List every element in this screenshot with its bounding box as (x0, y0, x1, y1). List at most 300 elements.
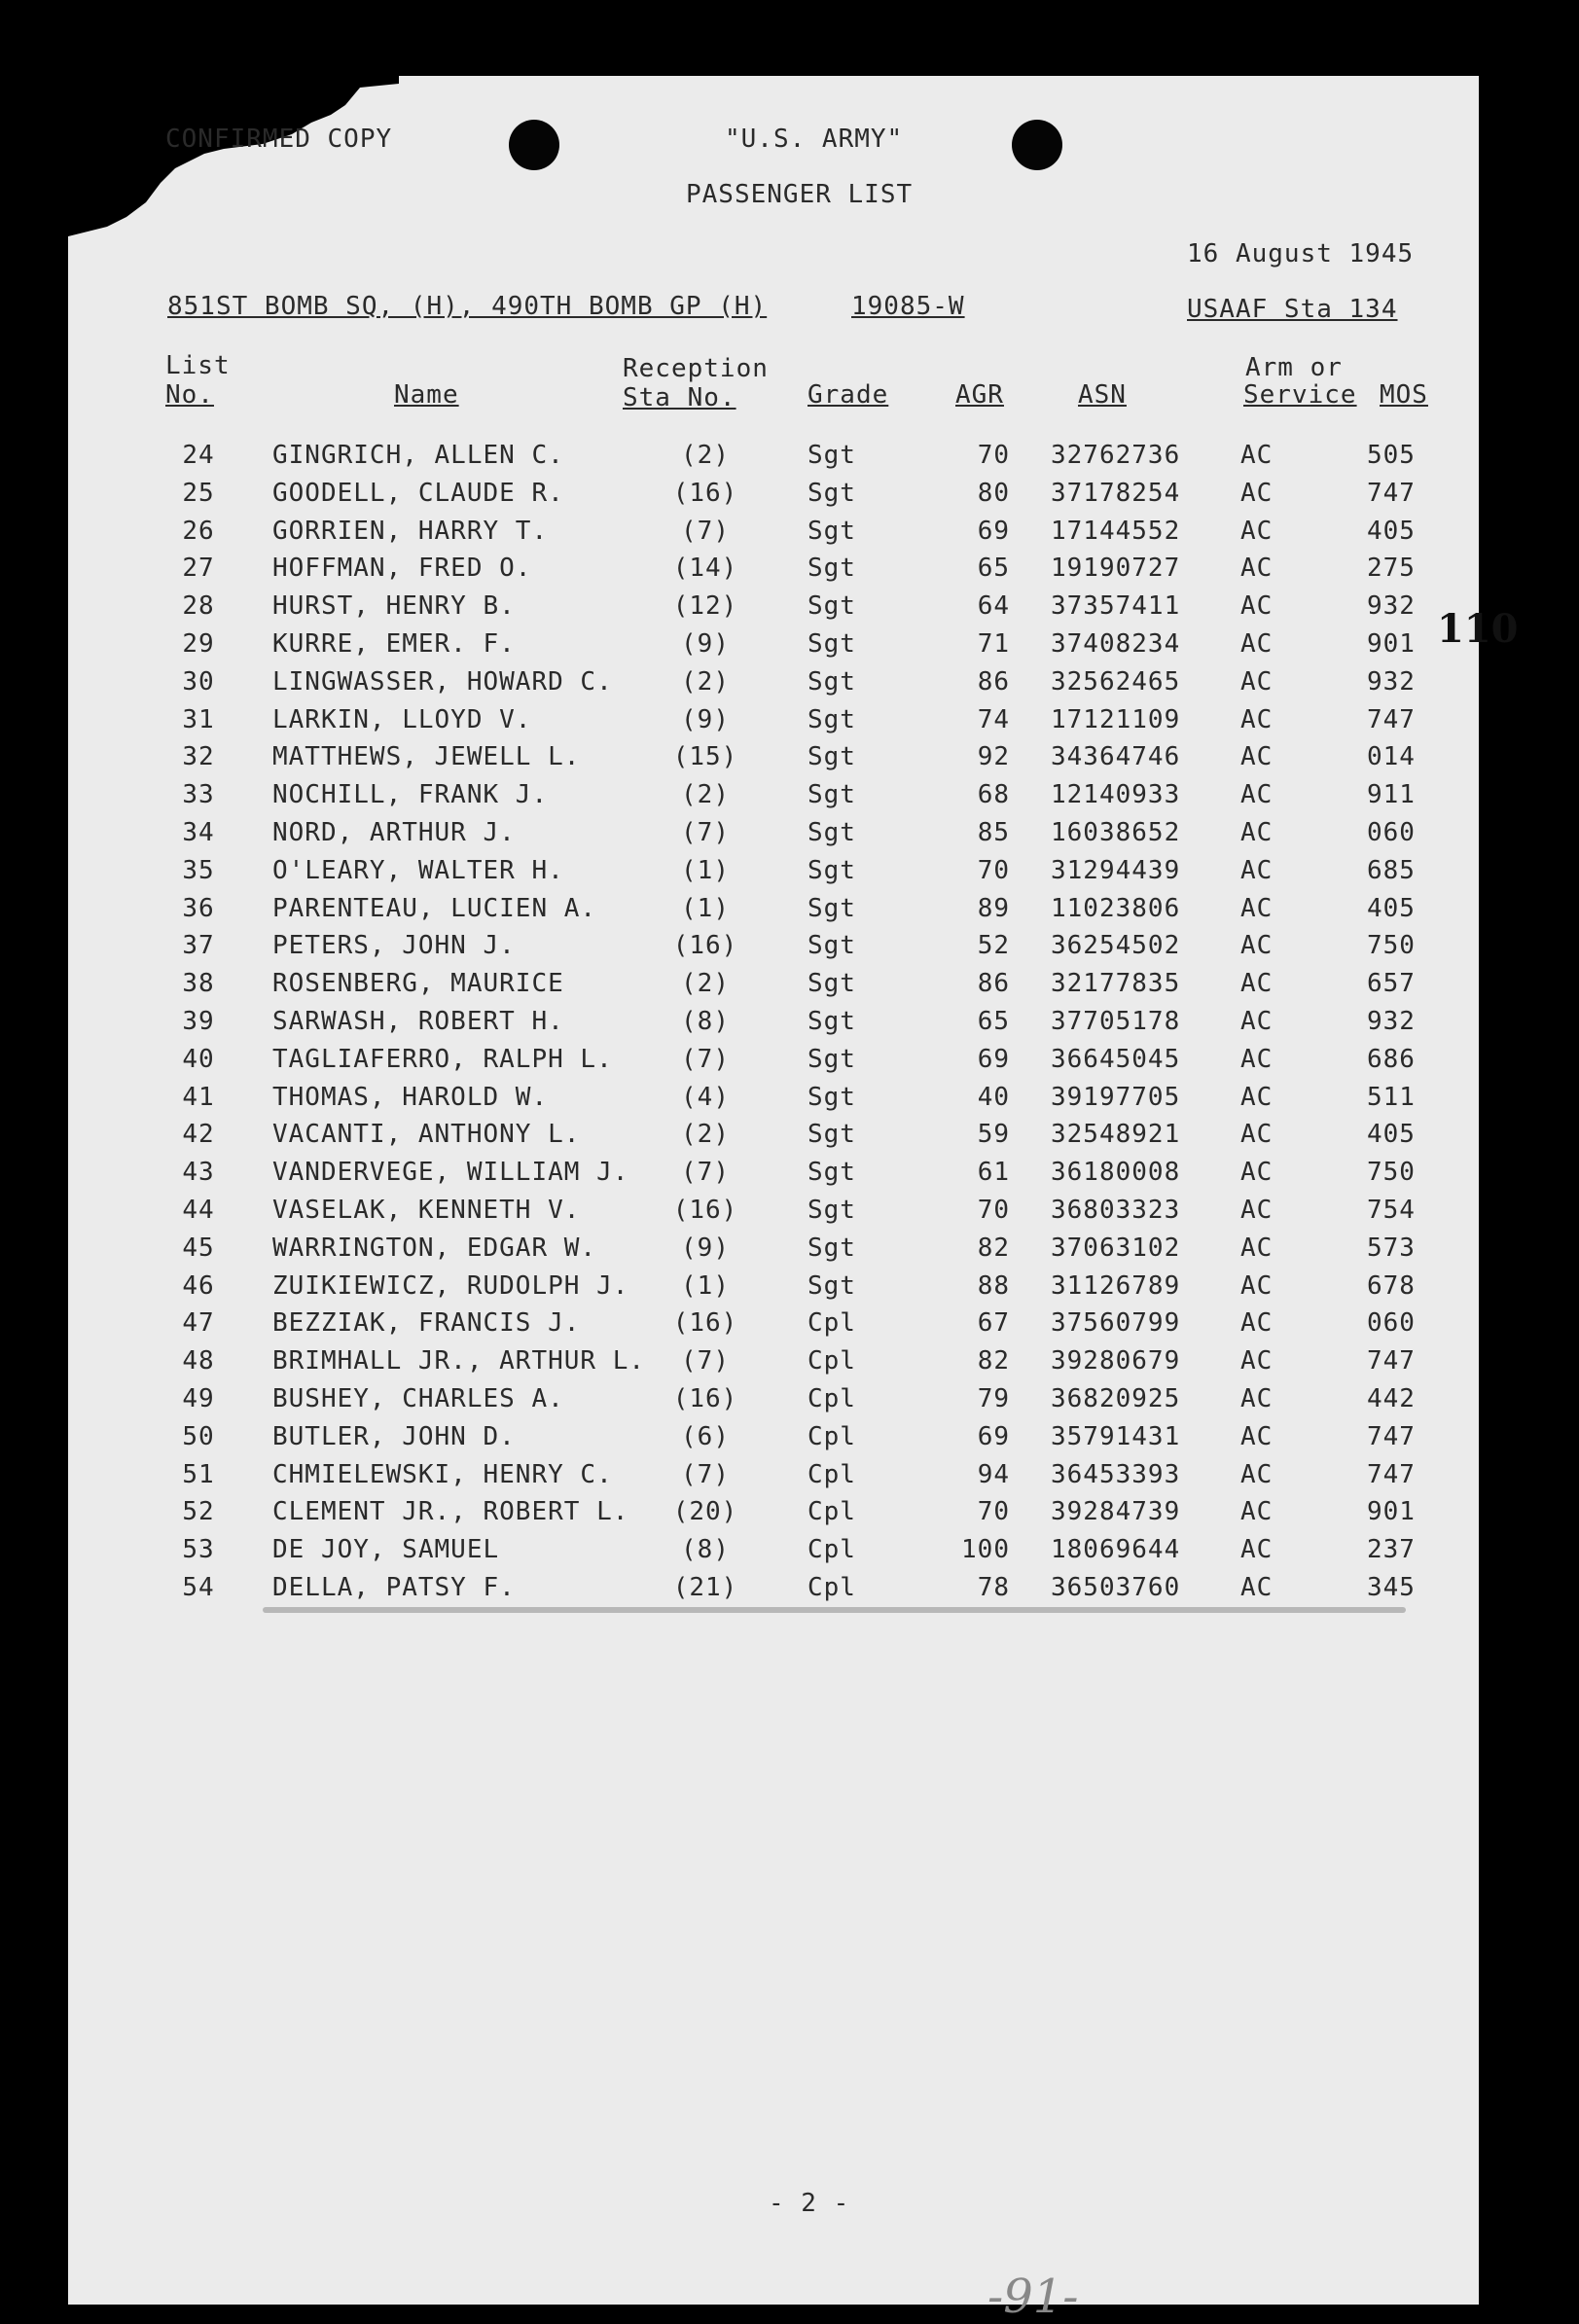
punch-hole (509, 120, 559, 170)
arm-or-service: AC (1240, 855, 1274, 885)
table-row (68, 554, 1479, 592)
order-number: 19085-W (851, 292, 965, 321)
table-row (68, 780, 1479, 819)
grade: Sgt (807, 478, 856, 508)
army-serial-number: 39280679 (1051, 1346, 1181, 1377)
arm-or-service: AC (1240, 629, 1274, 659)
list-no: 47 (182, 1308, 215, 1339)
arm-or-service: AC (1240, 704, 1274, 734)
passenger-name: O'LEARY, WALTER H. (272, 855, 564, 885)
reception-station: (14) (672, 554, 738, 584)
reception-station: (1) (681, 1270, 730, 1301)
agr-score: 85 (977, 818, 1010, 847)
reception-station: (7) (681, 516, 730, 546)
list-no: 51 (182, 1459, 215, 1489)
table-row (68, 1497, 1479, 1536)
grade: Cpl (807, 1459, 856, 1489)
table-row (68, 1460, 1479, 1499)
mos-code: 747 (1367, 1346, 1416, 1377)
arm-or-service: AC (1240, 1270, 1274, 1301)
reception-station: (8) (681, 1535, 730, 1565)
list-no: 50 (182, 1421, 215, 1451)
arm-or-service: AC (1240, 818, 1274, 847)
army-serial-number: 37178254 (1051, 478, 1181, 508)
grade: Sgt (807, 629, 856, 659)
mos-code: 932 (1367, 1007, 1416, 1036)
arm-or-service: AC (1240, 893, 1274, 923)
mos-code: 901 (1367, 629, 1416, 659)
army-serial-number: 17121109 (1051, 704, 1181, 734)
passenger-name: LARKIN, LLOYD V. (272, 704, 532, 734)
agr-score: 89 (977, 893, 1010, 923)
list-no: 25 (182, 478, 215, 508)
grade: Cpl (807, 1421, 856, 1451)
army-serial-number: 17144552 (1051, 516, 1181, 546)
agr-score: 68 (977, 780, 1010, 810)
agr-score: 59 (977, 1120, 1010, 1150)
list-no: 44 (182, 1196, 215, 1225)
col-mos: MOS (1380, 380, 1428, 410)
col-list-no-line2: No. (165, 380, 214, 410)
grade: Cpl (807, 1535, 856, 1565)
agr-score: 67 (977, 1308, 1010, 1339)
table-row (68, 1422, 1479, 1461)
table-row (68, 1083, 1479, 1122)
station-label: USAAF Sta 134 (1187, 295, 1398, 324)
arm-or-service: AC (1240, 1346, 1274, 1377)
mos-code: 405 (1367, 893, 1416, 923)
document-page (68, 76, 1519, 2324)
table-row (68, 1158, 1479, 1197)
reception-station: (7) (681, 1158, 730, 1188)
mos-code: 237 (1367, 1535, 1416, 1565)
passenger-name: BUSHEY, CHARLES A. (272, 1384, 564, 1413)
grade: Cpl (807, 1497, 856, 1527)
reception-station: (16) (672, 931, 738, 961)
mos-code: 747 (1367, 478, 1416, 508)
agr-score: 92 (977, 742, 1010, 772)
organization-title: "U.S. ARMY" (725, 125, 904, 154)
passenger-name: GOODELL, CLAUDE R. (272, 478, 564, 508)
table-row (68, 1308, 1479, 1347)
grade: Sgt (807, 1082, 856, 1112)
list-no: 37 (182, 931, 215, 961)
reception-station: (8) (681, 1007, 730, 1036)
passenger-name: ZUIKIEWICZ, RUDOLPH J. (272, 1270, 629, 1301)
list-no: 24 (182, 441, 215, 470)
army-serial-number: 39284739 (1051, 1497, 1181, 1527)
mos-code: 685 (1367, 855, 1416, 885)
passenger-name: NORD, ARTHUR J. (272, 818, 516, 847)
list-no: 36 (182, 893, 215, 923)
passenger-name: CLEMENT JR., ROBERT L. (272, 1497, 629, 1527)
table-row (68, 1384, 1479, 1423)
pencil-annotation: -91- (987, 2270, 1079, 2324)
army-serial-number: 19190727 (1051, 554, 1181, 584)
col-reception-line1: Reception (623, 354, 769, 383)
army-serial-number: 16038652 (1051, 818, 1181, 847)
table-row (68, 591, 1479, 630)
grade: Cpl (807, 1573, 856, 1602)
reception-station: (12) (672, 591, 738, 622)
passenger-name: SARWASH, ROBERT H. (272, 1007, 564, 1036)
grade: Sgt (807, 1120, 856, 1150)
table-row (68, 1045, 1479, 1084)
agr-score: 70 (977, 855, 1010, 885)
agr-score: 69 (977, 1421, 1010, 1451)
mos-code: 505 (1367, 441, 1416, 470)
table-row (68, 1271, 1479, 1310)
stamp-number: 110 (1437, 606, 1519, 652)
agr-score: 70 (977, 441, 1010, 470)
mos-code: 442 (1367, 1384, 1416, 1413)
arm-or-service: AC (1240, 1082, 1274, 1112)
list-no: 30 (182, 666, 215, 697)
col-name: Name (394, 380, 459, 410)
list-no: 41 (182, 1082, 215, 1112)
arm-or-service: AC (1240, 1044, 1274, 1074)
arm-or-service: AC (1240, 780, 1274, 810)
agr-score: 82 (977, 1346, 1010, 1377)
passenger-name: TAGLIAFERRO, RALPH L. (272, 1044, 613, 1074)
mos-code: 901 (1367, 1497, 1416, 1527)
corner-label: CONFIRMED COPY (165, 125, 393, 154)
agr-score: 78 (977, 1573, 1010, 1602)
passenger-name: CHMIELEWSKI, HENRY C. (272, 1459, 613, 1489)
arm-or-service: AC (1240, 1384, 1274, 1413)
agr-score: 69 (977, 516, 1010, 546)
grade: Cpl (807, 1384, 856, 1413)
arm-or-service: AC (1240, 931, 1274, 961)
grade: Sgt (807, 969, 856, 999)
passenger-name: BEZZIAK, FRANCIS J. (272, 1308, 581, 1339)
arm-or-service: AC (1240, 591, 1274, 622)
army-serial-number: 37408234 (1051, 629, 1181, 659)
grade: Sgt (807, 1007, 856, 1036)
passenger-name: VANDERVEGE, WILLIAM J. (272, 1158, 629, 1188)
passenger-name: PARENTEAU, LUCIEN A. (272, 893, 597, 923)
mos-code: 932 (1367, 591, 1416, 622)
mos-code: 345 (1367, 1573, 1416, 1602)
grade: Sgt (807, 516, 856, 546)
reception-station: (7) (681, 1044, 730, 1074)
list-no: 29 (182, 629, 215, 659)
table-row (68, 1120, 1479, 1159)
arm-or-service: AC (1240, 666, 1274, 697)
table-row (68, 856, 1479, 895)
reception-station: (2) (681, 666, 730, 697)
army-serial-number: 36180008 (1051, 1158, 1181, 1188)
agr-score: 69 (977, 1044, 1010, 1074)
table-row (68, 517, 1479, 555)
passenger-name: PETERS, JOHN J. (272, 931, 516, 961)
passenger-name: KURRE, EMER. F. (272, 629, 516, 659)
col-arm-line2: Service (1243, 380, 1357, 410)
arm-or-service: AC (1240, 742, 1274, 772)
list-no: 49 (182, 1384, 215, 1413)
passenger-name: LINGWASSER, HOWARD C. (272, 666, 613, 697)
table-row (68, 1573, 1479, 1612)
mos-code: 275 (1367, 554, 1416, 584)
reception-station: (21) (672, 1573, 738, 1602)
grade: Sgt (807, 780, 856, 810)
army-serial-number: 37063102 (1051, 1233, 1181, 1263)
agr-score: 65 (977, 554, 1010, 584)
passenger-name: VASELAK, KENNETH V. (272, 1196, 581, 1225)
grade: Sgt (807, 855, 856, 885)
passenger-name: MATTHEWS, JEWELL L. (272, 742, 581, 772)
arm-or-service: AC (1240, 1196, 1274, 1225)
table-row (68, 1234, 1479, 1272)
grade: Sgt (807, 441, 856, 470)
grade: Sgt (807, 1270, 856, 1301)
mos-code: 060 (1367, 1308, 1416, 1339)
army-serial-number: 31294439 (1051, 855, 1181, 885)
mos-code: 657 (1367, 969, 1416, 999)
list-no: 45 (182, 1233, 215, 1263)
agr-score: 70 (977, 1497, 1010, 1527)
passenger-name: ROSENBERG, MAURICE (272, 969, 564, 999)
grade: Sgt (807, 666, 856, 697)
agr-score: 100 (961, 1535, 1010, 1565)
agr-score: 86 (977, 969, 1010, 999)
table-row (68, 742, 1479, 781)
mos-code: 405 (1367, 1120, 1416, 1150)
reception-station: (16) (672, 1196, 738, 1225)
reception-station: (4) (681, 1082, 730, 1112)
reception-station: (16) (672, 1384, 738, 1413)
army-serial-number: 36820925 (1051, 1384, 1181, 1413)
passenger-name: GINGRICH, ALLEN C. (272, 441, 564, 470)
list-no: 48 (182, 1346, 215, 1377)
list-no: 32 (182, 742, 215, 772)
table-row (68, 667, 1479, 706)
table-row (68, 1007, 1479, 1046)
reception-station: (20) (672, 1497, 738, 1527)
passenger-name: THOMAS, HAROLD W. (272, 1082, 549, 1112)
arm-or-service: AC (1240, 1007, 1274, 1036)
arm-or-service: AC (1240, 1158, 1274, 1188)
grade: Sgt (807, 704, 856, 734)
grade: Sgt (807, 893, 856, 923)
agr-score: 61 (977, 1158, 1010, 1188)
list-no: 46 (182, 1270, 215, 1301)
mos-code: 747 (1367, 704, 1416, 734)
grade: Sgt (807, 1233, 856, 1263)
army-serial-number: 36503760 (1051, 1573, 1181, 1602)
reception-station: (7) (681, 1346, 730, 1377)
army-serial-number: 12140933 (1051, 780, 1181, 810)
agr-score: 80 (977, 478, 1010, 508)
table-row (68, 969, 1479, 1008)
agr-score: 64 (977, 591, 1010, 622)
army-serial-number: 32177835 (1051, 969, 1181, 999)
reception-station: (15) (672, 742, 738, 772)
arm-or-service: AC (1240, 516, 1274, 546)
arm-or-service: AC (1240, 969, 1274, 999)
mos-code: 060 (1367, 818, 1416, 847)
passenger-name: BRIMHALL JR., ARTHUR L. (272, 1346, 646, 1377)
mos-code: 747 (1367, 1459, 1416, 1489)
list-no: 54 (182, 1573, 215, 1602)
arm-or-service: AC (1240, 1459, 1274, 1489)
passenger-name: NOCHILL, FRANK J. (272, 780, 549, 810)
army-serial-number: 31126789 (1051, 1270, 1181, 1301)
table-row (68, 629, 1479, 668)
list-no: 31 (182, 704, 215, 734)
army-serial-number: 36453393 (1051, 1459, 1181, 1489)
arm-or-service: AC (1240, 554, 1274, 584)
reception-station: (2) (681, 1120, 730, 1150)
army-serial-number: 37560799 (1051, 1308, 1181, 1339)
reception-station: (1) (681, 893, 730, 923)
agr-score: 88 (977, 1270, 1010, 1301)
arm-or-service: AC (1240, 1497, 1274, 1527)
army-serial-number: 35791431 (1051, 1421, 1181, 1451)
army-serial-number: 39197705 (1051, 1082, 1181, 1112)
unit-designation: 851ST BOMB SQ, (H), 490TH BOMB GP (H) (167, 292, 768, 321)
table-row (68, 931, 1479, 970)
grade: Sgt (807, 1044, 856, 1074)
army-serial-number: 32562465 (1051, 666, 1181, 697)
table-row (68, 894, 1479, 933)
army-serial-number: 32762736 (1051, 441, 1181, 470)
arm-or-service: AC (1240, 478, 1274, 508)
agr-score: 70 (977, 1196, 1010, 1225)
reception-station: (1) (681, 855, 730, 885)
reception-station: (7) (681, 818, 730, 847)
arm-or-service: AC (1240, 1535, 1274, 1565)
grade: Sgt (807, 1158, 856, 1188)
reception-station: (2) (681, 780, 730, 810)
table-row (68, 818, 1479, 857)
grade: Cpl (807, 1346, 856, 1377)
grade: Sgt (807, 818, 856, 847)
col-arm-line1: Arm or (1245, 353, 1343, 382)
table-row (68, 441, 1479, 480)
mos-code: 932 (1367, 666, 1416, 697)
list-no: 52 (182, 1497, 215, 1527)
list-no: 38 (182, 969, 215, 999)
mos-code: 678 (1367, 1270, 1416, 1301)
mos-code: 405 (1367, 516, 1416, 546)
list-no: 39 (182, 1007, 215, 1036)
army-serial-number: 36803323 (1051, 1196, 1181, 1225)
army-serial-number: 37357411 (1051, 591, 1181, 622)
agr-score: 65 (977, 1007, 1010, 1036)
strike-through-line (263, 1607, 1406, 1613)
reception-station: (7) (681, 1459, 730, 1489)
mos-code: 014 (1367, 742, 1416, 772)
list-no: 43 (182, 1158, 215, 1188)
grade: Sgt (807, 742, 856, 772)
list-no: 33 (182, 780, 215, 810)
list-no: 27 (182, 554, 215, 584)
arm-or-service: AC (1240, 1573, 1274, 1602)
arm-or-service: AC (1240, 1308, 1274, 1339)
col-asn: ASN (1078, 380, 1127, 410)
reception-station: (9) (681, 704, 730, 734)
agr-score: 40 (977, 1082, 1010, 1112)
passenger-name: HURST, HENRY B. (272, 591, 516, 622)
agr-score: 82 (977, 1233, 1010, 1263)
list-no: 28 (182, 591, 215, 622)
mos-code: 750 (1367, 1158, 1416, 1188)
passenger-name: BUTLER, JOHN D. (272, 1421, 516, 1451)
document-date: 16 August 1945 (1187, 239, 1415, 268)
passenger-name: DE JOY, SAMUEL (272, 1535, 500, 1565)
col-reception-line2: Sta No. (623, 383, 736, 412)
reception-station: (16) (672, 1308, 738, 1339)
passenger-name: WARRINGTON, EDGAR W. (272, 1233, 597, 1263)
list-no: 34 (182, 818, 215, 847)
reception-station: (9) (681, 629, 730, 659)
grade: Sgt (807, 1196, 856, 1225)
mos-code: 747 (1367, 1421, 1416, 1451)
col-grade: Grade (807, 380, 889, 410)
page-number: - 2 - (769, 2189, 850, 2218)
mos-code: 754 (1367, 1196, 1416, 1225)
mos-code: 911 (1367, 780, 1416, 810)
list-no: 40 (182, 1044, 215, 1074)
army-serial-number: 18069644 (1051, 1535, 1181, 1565)
passenger-name: VACANTI, ANTHONY L. (272, 1120, 581, 1150)
agr-score: 86 (977, 666, 1010, 697)
army-serial-number: 36645045 (1051, 1044, 1181, 1074)
grade: Sgt (807, 591, 856, 622)
list-no: 35 (182, 855, 215, 885)
passenger-name: HOFFMAN, FRED O. (272, 554, 532, 584)
agr-score: 52 (977, 931, 1010, 961)
passenger-name: DELLA, PATSY F. (272, 1573, 516, 1602)
army-serial-number: 34364746 (1051, 742, 1181, 772)
reception-station: (2) (681, 441, 730, 470)
reception-station: (16) (672, 478, 738, 508)
arm-or-service: AC (1240, 1120, 1274, 1150)
arm-or-service: AC (1240, 1421, 1274, 1451)
list-no: 26 (182, 516, 215, 546)
list-no: 42 (182, 1120, 215, 1150)
mos-code: 750 (1367, 931, 1416, 961)
grade: Cpl (807, 1308, 856, 1339)
mos-code: 686 (1367, 1044, 1416, 1074)
mos-code: 573 (1367, 1233, 1416, 1263)
army-serial-number: 36254502 (1051, 931, 1181, 961)
army-serial-number: 32548921 (1051, 1120, 1181, 1150)
agr-score: 74 (977, 704, 1010, 734)
list-no: 53 (182, 1535, 215, 1565)
torn-corner (68, 76, 399, 251)
mos-code: 511 (1367, 1082, 1416, 1112)
arm-or-service: AC (1240, 441, 1274, 470)
reception-station: (6) (681, 1421, 730, 1451)
table-row (68, 1535, 1479, 1574)
grade: Sgt (807, 554, 856, 584)
army-serial-number: 37705178 (1051, 1007, 1181, 1036)
table-row (68, 1346, 1479, 1385)
table-row (68, 479, 1479, 518)
arm-or-service: AC (1240, 1233, 1274, 1263)
table-row (68, 705, 1479, 744)
grade: Sgt (807, 931, 856, 961)
passenger-name: GORRIEN, HARRY T. (272, 516, 549, 546)
list-title: PASSENGER LIST (686, 180, 914, 209)
reception-station: (9) (681, 1233, 730, 1263)
reception-station: (2) (681, 969, 730, 999)
agr-score: 71 (977, 629, 1010, 659)
punch-hole (1012, 120, 1062, 170)
table-row (68, 1196, 1479, 1234)
